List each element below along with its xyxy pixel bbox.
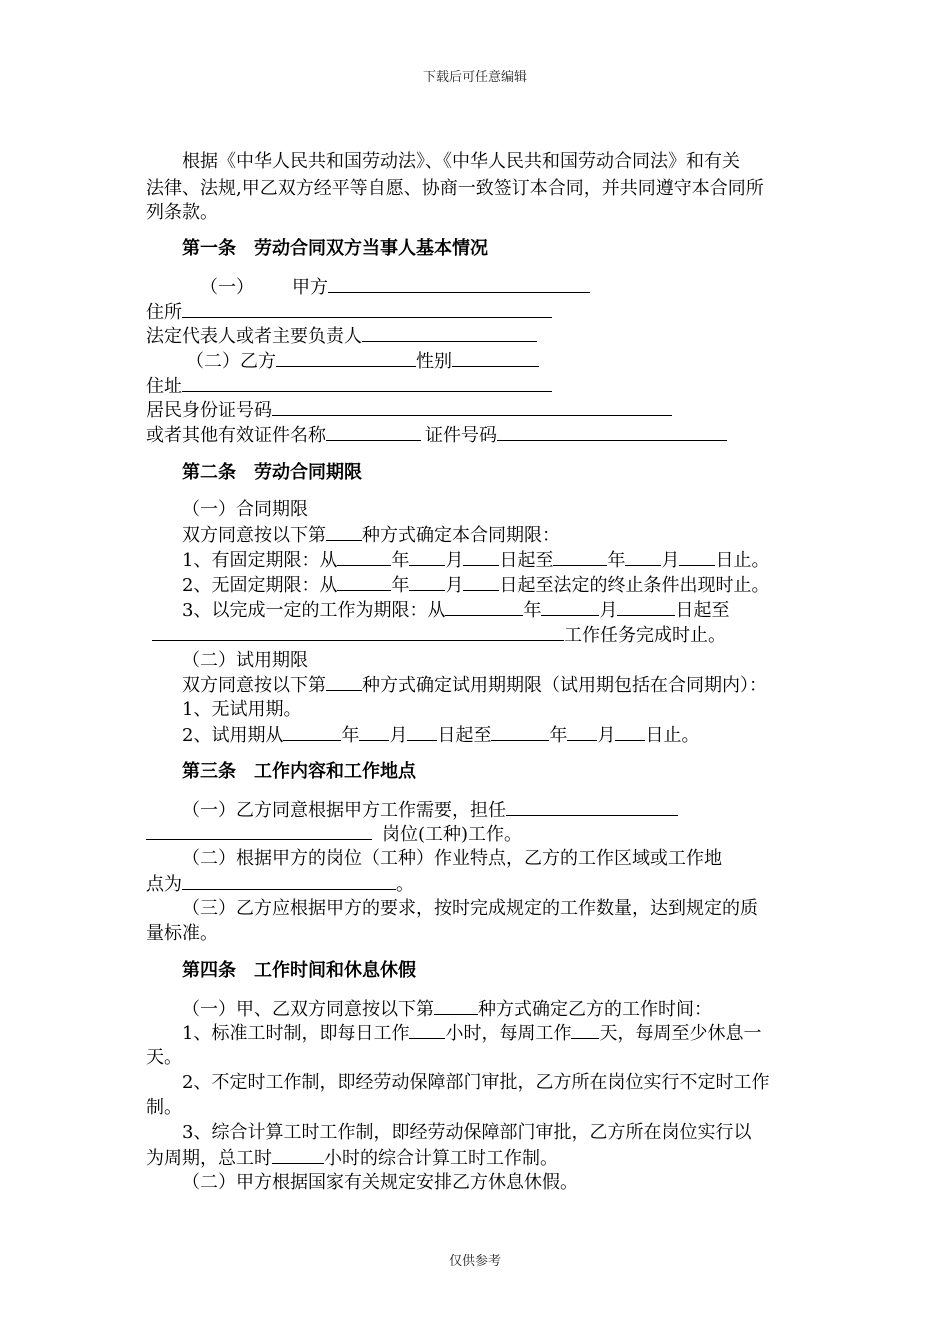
trial-start-year-blank[interactable] (283, 723, 341, 741)
article-1-title: 第一条 劳动合同双方当事人基本情况 (182, 238, 488, 259)
term-choice-post: 种方式确定本合同期限： (362, 525, 560, 546)
legal-rep-label: 法定代表人或者主要负责人 (146, 326, 362, 347)
month-label: 月 (389, 725, 408, 746)
trial-choice-blank[interactable] (326, 673, 362, 691)
work-area-line-1: （二）根据甲方的岗位（工种）作业特点，乙方的工作区域或工作地 (182, 848, 722, 869)
id-number-line (146, 398, 672, 423)
open-start-day-blank[interactable] (463, 573, 499, 591)
other-cert-label: 或者其他有效证件名称 (146, 425, 326, 446)
open-term-post: 日起至法定的终止条件出现时止。 (499, 575, 770, 596)
residence-label: 住所 (146, 302, 182, 323)
article-4-title: 第四条 工作时间和休息休假 (182, 960, 416, 981)
month-label: 月 (445, 575, 464, 596)
flexible-hours-line-1: 2、不定时工作制，即经劳动保障部门审批，乙方所在岗位实行不定时工作 (182, 1072, 770, 1093)
standard-hours-mid: 小时，每周工作 (445, 1023, 572, 1044)
hours-choice-pre: （一）甲、乙双方同意按以下第 (182, 999, 434, 1020)
position-blank-1[interactable] (506, 798, 678, 816)
day-from-label: 日起至 (437, 725, 492, 746)
page-header-note: 下载后可任意编辑 (422, 70, 527, 85)
comprehensive-hours-post: 小时的综合计算工时工作制。 (324, 1148, 558, 1169)
fixed-start-day-blank[interactable] (463, 548, 499, 566)
residence-blank[interactable] (182, 300, 552, 318)
position-line (182, 798, 678, 823)
task-term-line (182, 598, 729, 623)
term-choice-blank[interactable] (326, 523, 362, 541)
month-label: 月 (597, 725, 616, 746)
fixed-start-month-blank[interactable] (409, 548, 445, 566)
quality-line-2: 量标准。 (146, 923, 218, 944)
position-blank-2[interactable] (146, 822, 372, 840)
fixed-term-line (182, 548, 769, 573)
open-start-year-blank[interactable] (337, 573, 391, 591)
position-pre: （一）乙方同意根据甲方工作需要，担任 (182, 800, 506, 821)
year-label: 年 (549, 725, 568, 746)
day-from-label: 日起至 (675, 600, 730, 621)
article-2-title: 第二条 劳动合同期限 (182, 462, 362, 483)
cert-number-label: 证件号码 (425, 425, 497, 446)
weekly-days-blank[interactable] (571, 1021, 599, 1039)
task-description-blank[interactable] (152, 623, 564, 641)
daily-hours-blank[interactable] (409, 1021, 445, 1039)
standard-hours-line (182, 1021, 761, 1046)
open-term-label: 2、无固定期限：从 (182, 575, 338, 596)
fixed-end-month-blank[interactable] (625, 548, 661, 566)
month-label: 月 (661, 550, 680, 571)
fixed-term-label: 1、有固定期限：从 (182, 550, 338, 571)
day-end-label: 日止。 (715, 550, 770, 571)
task-term-end-line (152, 623, 726, 648)
trial-start-month-blank[interactable] (359, 723, 389, 741)
party-a-number: （一） (200, 277, 254, 298)
other-cert-blank[interactable] (326, 423, 421, 441)
year-label: 年 (341, 725, 360, 746)
standard-hours-line-2: 天。 (146, 1047, 182, 1068)
term-choice-line (182, 523, 560, 548)
address-line (146, 374, 552, 399)
month-label: 月 (599, 600, 618, 621)
fixed-start-year-blank[interactable] (337, 548, 391, 566)
work-area-pre: 点为 (146, 874, 182, 895)
trial-range-line (182, 723, 699, 748)
hours-choice-post: 种方式确定乙方的工作时间： (478, 999, 712, 1020)
residence-line (146, 300, 552, 325)
intro-line-3: 列条款。 (146, 202, 218, 223)
position-line-2 (146, 822, 522, 847)
fixed-end-day-blank[interactable] (679, 548, 715, 566)
trial-start-day-blank[interactable] (407, 723, 437, 741)
id-number-blank[interactable] (272, 398, 672, 416)
no-trial-line: 1、无试用期。 (182, 699, 302, 720)
open-start-month-blank[interactable] (409, 573, 445, 591)
trial-choice-post: 种方式确定试用期期限（试用期包括在合同期内）： (362, 675, 767, 696)
gender-blank[interactable] (452, 349, 539, 367)
month-label: 月 (445, 550, 464, 571)
year-label: 年 (391, 550, 410, 571)
party-b-blank[interactable] (276, 349, 416, 367)
cert-number-blank[interactable] (497, 423, 727, 441)
year-label: 年 (523, 600, 542, 621)
id-number-label: 居民身份证号码 (146, 400, 272, 421)
party-a-blank[interactable] (328, 275, 590, 293)
trial-choice-line (182, 673, 767, 698)
other-cert-line (146, 423, 727, 448)
hours-choice-line (182, 997, 712, 1022)
term-choice-pre: 双方同意按以下第 (182, 525, 326, 546)
standard-hours-post: 天，每周至少休息一 (599, 1023, 762, 1044)
open-term-line (182, 573, 769, 598)
party-b-line (186, 349, 539, 374)
trial-end-day-blank[interactable] (615, 723, 645, 741)
legal-rep-blank[interactable] (362, 324, 537, 342)
comprehensive-hours-line-2 (146, 1146, 558, 1171)
page-footer-note: 仅供参考 (448, 1254, 501, 1269)
article-3-title: 第三条 工作内容和工作地点 (182, 761, 416, 782)
trial-choice-pre: 双方同意按以下第 (182, 675, 326, 696)
year-label: 年 (607, 550, 626, 571)
rest-leave-line: （二）甲方根据国家有关规定安排乙方休息休假。 (182, 1172, 578, 1193)
task-start-day-blank[interactable] (617, 598, 675, 616)
standard-hours-pre: 1、标准工时制，即每日工作 (182, 1023, 410, 1044)
day-from-label: 日起至 (499, 550, 554, 571)
address-blank[interactable] (182, 374, 552, 392)
task-term-label: 3、以完成一定的工作为期限：从 (182, 600, 446, 621)
address-label: 住址 (146, 376, 182, 397)
day-end-label: 日止。 (645, 725, 700, 746)
intro-line-2: 法律、法规,甲乙双方经平等自愿、协商一致签订本合同，并共同遵守本合同所 (146, 178, 764, 199)
work-area-blank[interactable] (182, 872, 396, 890)
comprehensive-hours-line-1: 3、综合计算工时工作制，即经劳动保障部门审批，乙方所在岗位实行以 (182, 1122, 752, 1143)
party-a-line (200, 275, 590, 300)
trial-period-subheading: （二）试用期限 (182, 650, 308, 671)
legal-rep-line (146, 324, 537, 349)
task-start-month-blank[interactable] (541, 598, 599, 616)
position-post: 岗位(工种)工作。 (382, 824, 523, 845)
contract-term-subheading: （一）合同期限 (182, 499, 308, 520)
party-b-label: （二）乙方 (186, 351, 276, 372)
trial-end-month-blank[interactable] (567, 723, 597, 741)
trial-range-label: 2、试用期从 (182, 725, 284, 746)
intro-line-1: 根据《中华人民共和国劳动法》、《中华人民共和国劳动合同法》和有关 (182, 151, 740, 172)
year-label: 年 (391, 575, 410, 596)
quality-line-1: （三）乙方应根据甲方的要求，按时完成规定的工作数量，达到规定的质 (182, 898, 758, 919)
task-end-label: 工作任务完成时止。 (564, 625, 726, 646)
task-start-year-blank[interactable] (445, 598, 523, 616)
party-a-label: 甲方 (292, 277, 328, 298)
hours-choice-blank[interactable] (434, 997, 478, 1015)
work-area-line-2 (146, 872, 414, 897)
fixed-end-year-blank[interactable] (553, 548, 607, 566)
comprehensive-hours-pre: 为周期，总工时 (146, 1148, 272, 1169)
trial-end-year-blank[interactable] (491, 723, 549, 741)
work-area-post: 。 (396, 874, 414, 895)
total-hours-blank[interactable] (272, 1146, 324, 1164)
flexible-hours-line-2: 制。 (146, 1097, 182, 1118)
gender-label: 性别 (416, 351, 452, 372)
